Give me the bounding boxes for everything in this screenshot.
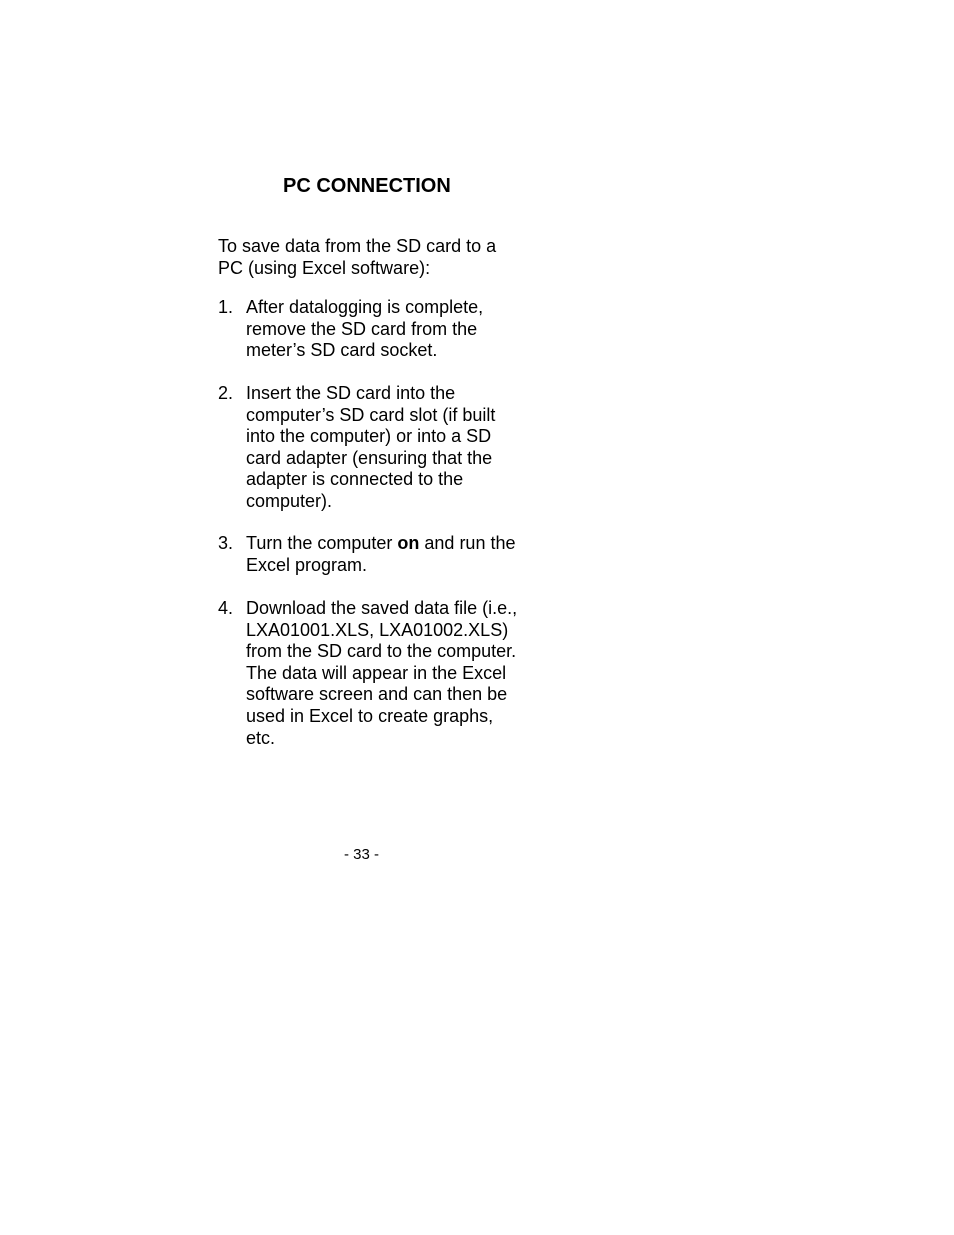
step-line: from the SD card to the computer. <box>246 641 517 662</box>
step-text <box>246 297 548 362</box>
step-text-segment: and run the <box>419 533 516 553</box>
step-number: 4. <box>218 598 234 618</box>
step-line: used in Excel to create graphs, <box>246 705 494 726</box>
list-item-step-2 <box>218 383 548 513</box>
step-line: computer). <box>246 490 333 511</box>
step-text <box>246 533 548 576</box>
step-line: Download the saved data file (i.e., <box>246 598 518 618</box>
step-line: Excel program. <box>246 554 368 575</box>
step-line: meter’s SD card socket. <box>246 340 438 361</box>
step-line: software screen and can then be <box>246 684 508 705</box>
list-item-step-1 <box>218 297 548 362</box>
step-line: etc. <box>246 727 276 748</box>
step-line: adapter is connected to the <box>246 469 464 490</box>
intro-paragraph <box>218 236 538 279</box>
page-number: - 33 - <box>344 846 380 863</box>
intro-line: To save data from the SD card to a <box>218 236 497 256</box>
step-text <box>246 383 548 513</box>
page-title: PC CONNECTION <box>283 175 451 197</box>
step-line: remove the SD card from the <box>246 318 478 339</box>
step-number: 2. <box>218 383 234 403</box>
step-number: 1. <box>218 297 234 317</box>
list-item-step-4 <box>218 598 548 749</box>
step-line: computer’s SD card slot (if built <box>246 404 496 425</box>
step-text <box>246 598 548 749</box>
step-line: LXA01001.XLS, LXA01002.XLS) <box>246 619 509 640</box>
step-number: 3. <box>218 533 234 553</box>
step-line: After datalogging is complete, <box>246 297 484 317</box>
step-line <box>246 533 548 555</box>
step-line: card adapter (ensuring that the <box>246 447 493 468</box>
step-text-segment: Turn the computer <box>246 533 398 553</box>
intro-line: PC (using Excel software): <box>218 257 431 278</box>
list-item-step-3 <box>218 533 548 576</box>
emphasis-on: on <box>397 533 420 553</box>
step-line: The data will appear in the Excel <box>246 662 507 683</box>
step-line: into the computer) or into a SD <box>246 426 492 447</box>
step-line: Insert the SD card into the <box>246 383 456 403</box>
